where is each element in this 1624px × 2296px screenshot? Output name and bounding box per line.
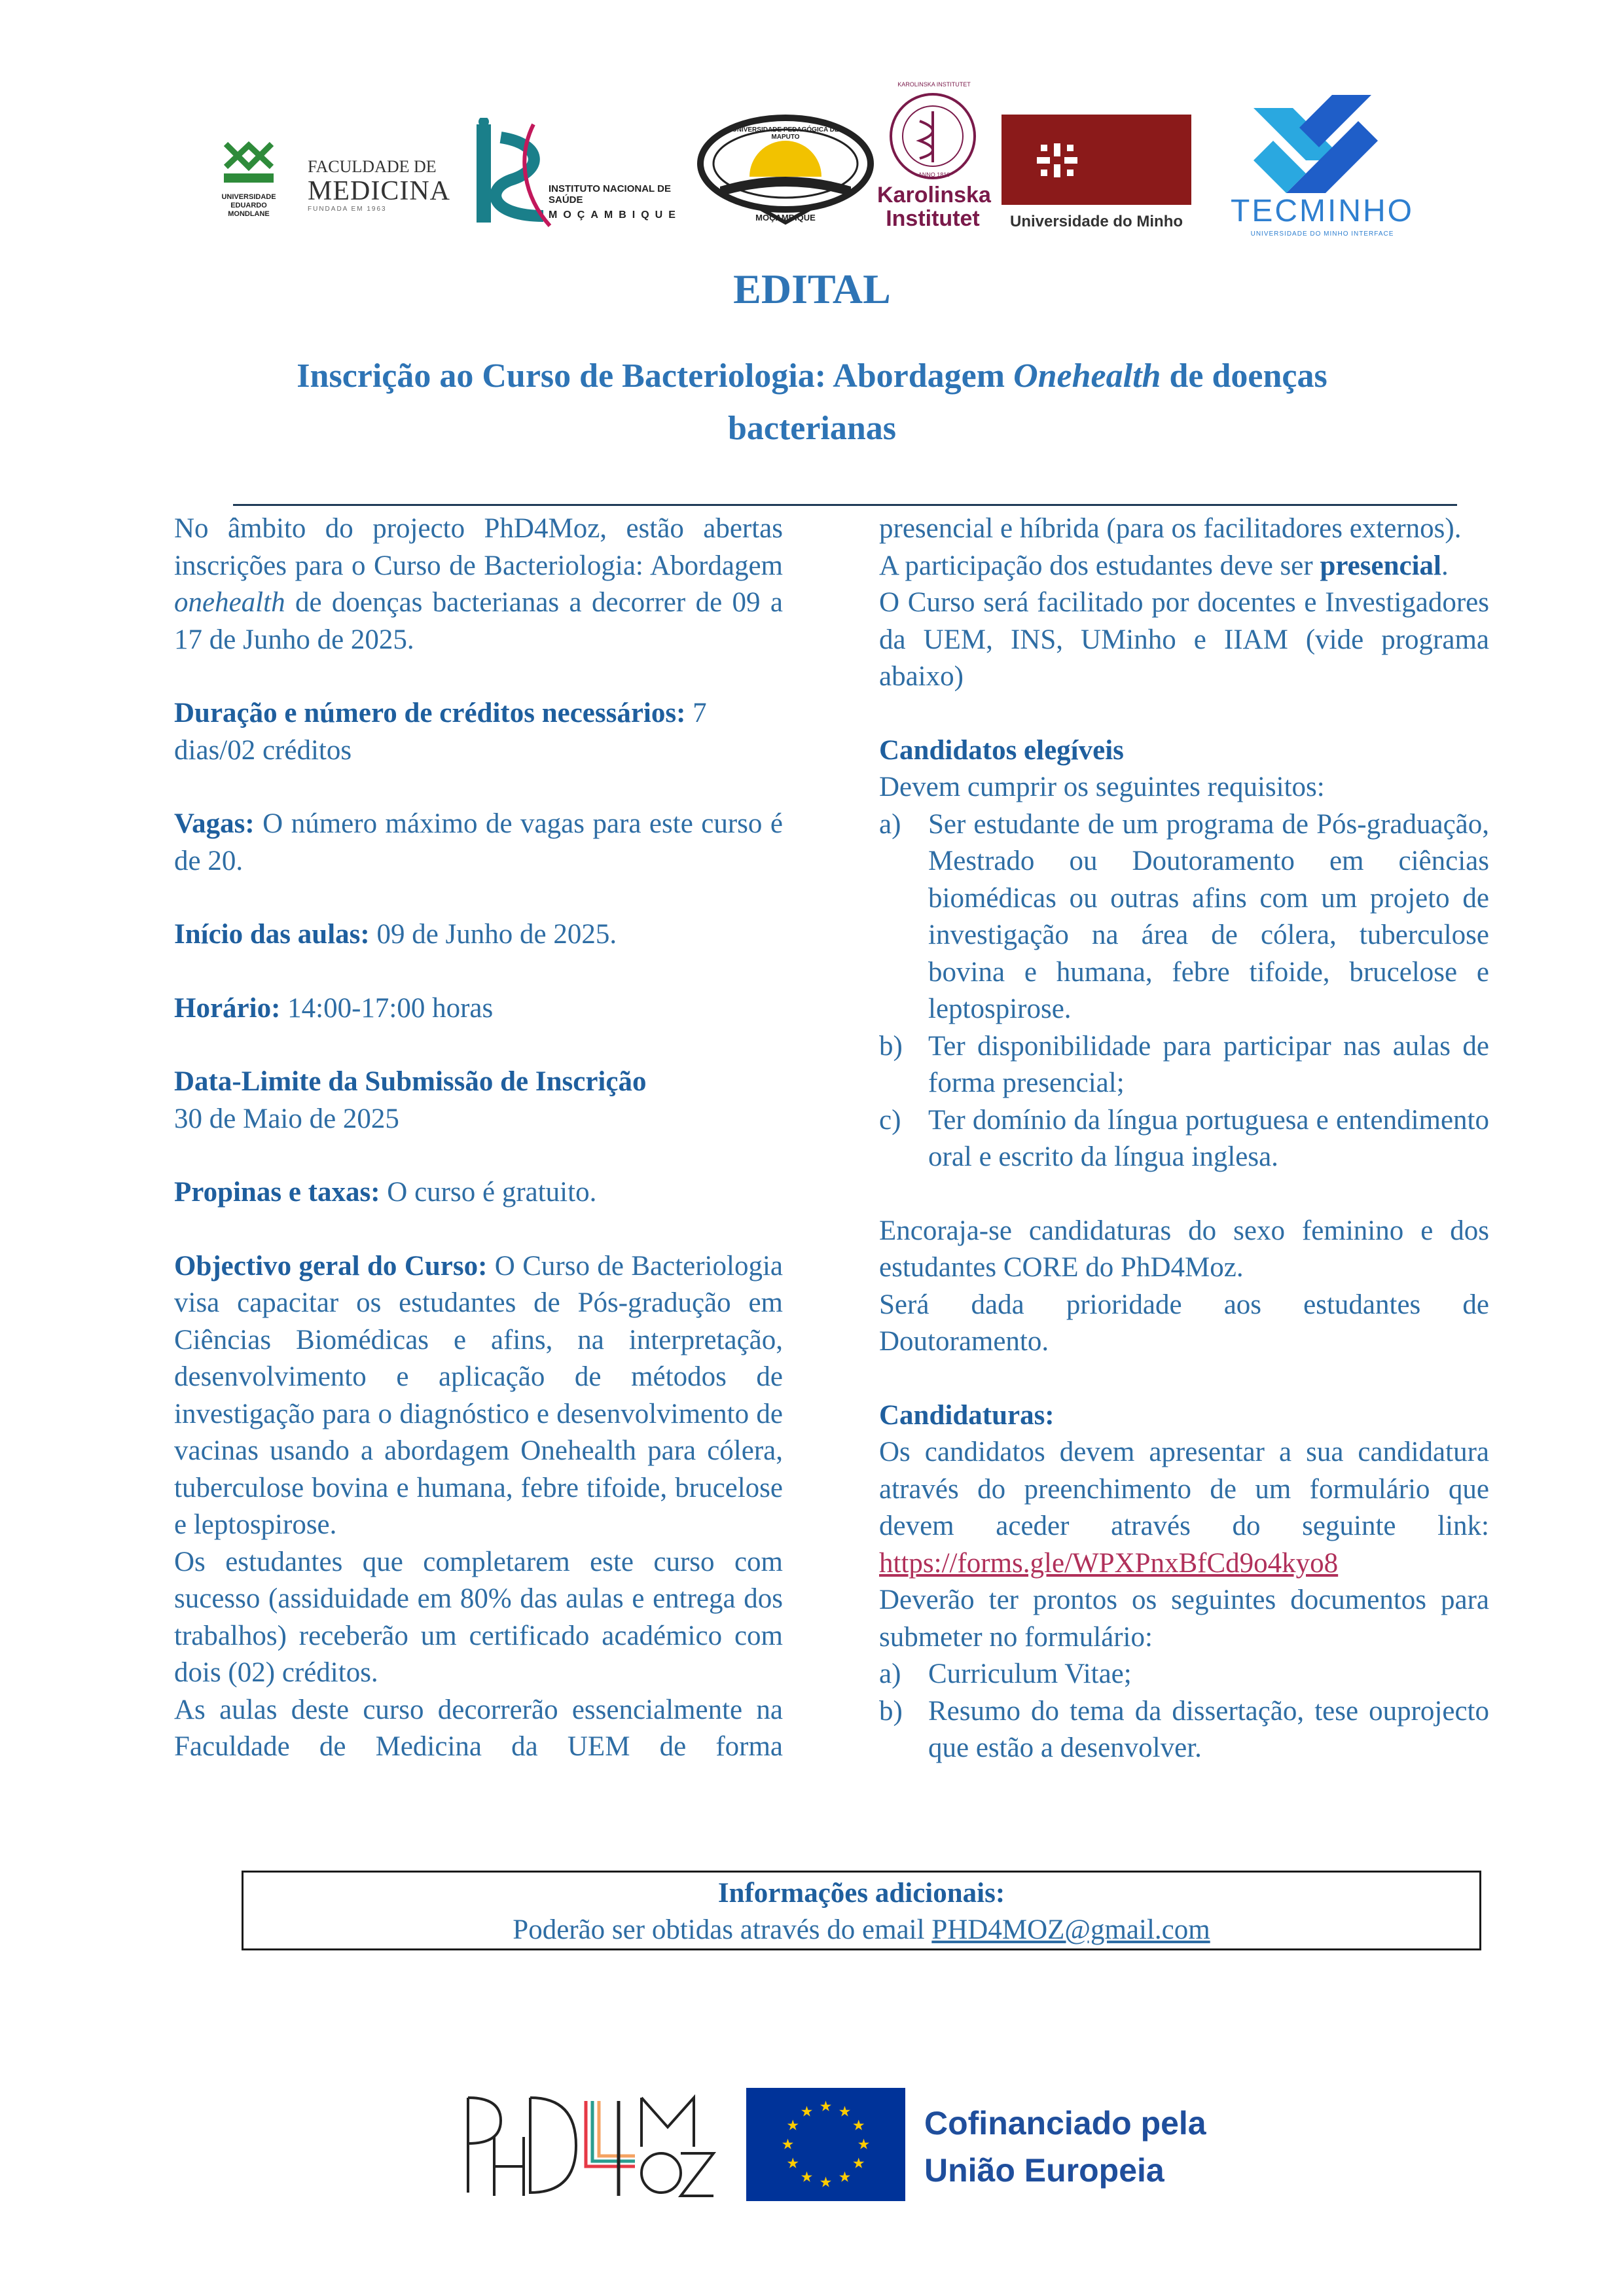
- fm-logo-line2: MEDICINA: [308, 176, 450, 206]
- objectivo-section: [174, 1248, 783, 1544]
- encoraja-paragraph: Encoraja-se candidaturas do sexo feminino e dos estudantes CORE do PhD4Moz.: [879, 1215, 1489, 1283]
- list-item: [879, 1656, 1489, 1693]
- info-box: [242, 1871, 1481, 1950]
- horario-value: 14:00-17:00 horas: [280, 992, 494, 1024]
- up-maputo-line2: MOÇAMBIQUE: [755, 213, 816, 223]
- duration-section: [174, 695, 783, 769]
- tecminho-logo: [1221, 95, 1424, 239]
- list-item: [879, 1693, 1489, 1767]
- participacao-text-b: .: [1441, 550, 1449, 581]
- uem-logo-line3: MONDLANE: [228, 210, 270, 218]
- vagas-value: O número máximo de vagas para este curso é de 20.: [174, 808, 783, 876]
- eu-star-icon: ★: [819, 2098, 833, 2115]
- phd4moz-logo: [458, 2088, 720, 2206]
- eu-star-icon: ★: [781, 2136, 795, 2153]
- course-title-before: Inscrição ao Curso de Bacteriologia: Abordagem: [297, 357, 1014, 395]
- uem-emblem-icon: [209, 137, 288, 190]
- eu-star-icon: ★: [800, 2168, 814, 2185]
- list-marker: a): [879, 808, 901, 840]
- deadline-value: 30 de Maio de 2025: [174, 1103, 399, 1134]
- tecminho-line1: TECMINHO: [1231, 194, 1414, 228]
- inicio-section: [174, 916, 783, 954]
- fm-logo-line3: FUNDADA EM 1963: [308, 206, 387, 213]
- karolinska-line2: Institutet: [886, 206, 980, 231]
- eu-stars-icon: [746, 2088, 905, 2201]
- karolinska-seal-text: KAROLINSKA INSTITUTET: [897, 81, 971, 88]
- page-title: EDITAL: [733, 266, 891, 312]
- candidaturas-paragraph: [879, 1434, 1489, 1582]
- list-marker: c): [879, 1104, 901, 1136]
- uminho-line1: Universidade do Minho: [1009, 213, 1183, 230]
- list-item: [879, 1028, 1489, 1102]
- eu-star-icon: ★: [786, 2155, 800, 2172]
- uem-logo-line1: UNIVERSIDADE: [221, 193, 276, 201]
- intro-text-a: No âmbito do projecto PhD4Moz, estão abertas inscrições para o Curso de Bacteriologia: Abordagem: [174, 513, 783, 581]
- course-title-after: de doenças bacterianas: [727, 357, 1327, 447]
- phd4moz-logo-icon: [458, 2088, 720, 2206]
- list-marker: b): [879, 1030, 903, 1062]
- intro-text-b: de doenças bacterianas a decorrer de 09 a 17 de Junho de 2025.: [174, 587, 783, 655]
- participacao-bold: presencial: [1320, 550, 1441, 581]
- eu-star-icon: ★: [786, 2117, 800, 2134]
- ins-logo-line1: INSTITUTO NACIONAL DE SAÚDE: [549, 183, 671, 206]
- form-link[interactable]: https://forms.gle/WPXPnxBfCd9o4kyo8: [879, 1547, 1339, 1579]
- certificado-paragraph: Os estudantes que completarem este curso com sucesso (assiduidade em 80% das aulas e entrega dos trabalhos) receberão um certificado académico com dois (02) créditos.: [174, 1546, 783, 1688]
- propinas-value: O curso é gratuito.: [380, 1177, 597, 1208]
- right-column: [879, 511, 1489, 1767]
- eu-flag: [746, 2088, 905, 2201]
- aulas-paragraph: As aulas deste curso decorrerão essencialmente na Faculdade de Medicina da UEM de forma: [174, 1694, 783, 1762]
- elegiveis-label: Candidatos elegíveis: [879, 734, 1124, 766]
- list-text: Ter disponibilidade para participar nas aulas de forma presencial;: [928, 1030, 1489, 1098]
- eu-star-icon: ★: [838, 2103, 852, 2120]
- list-text: Resumo do tema da dissertação, tese ouprojecto que estão a desenvolver.: [928, 1695, 1489, 1763]
- up-maputo-logo: [697, 115, 874, 229]
- eu-line1: Cofinanciado pela: [924, 2105, 1206, 2142]
- fm-logo-line1: FACULDADE DE: [308, 157, 437, 176]
- faculdade-medicina-logo: [308, 157, 458, 213]
- duration-label: Duração e número de créditos necessários:: [174, 698, 686, 728]
- inicio-value: 09 de Junho de 2025.: [369, 919, 617, 950]
- list-text: Ser estudante de um programa de Pós-graduação, Mestrado ou Doutoramento em ciências biomédicas ou outras afins com um projeto de investigação na área de cólera, tuberculose bovina e humana, febre tifoide, brucelose e leptospirose.: [928, 808, 1489, 1024]
- info-text-prefix: Poderão ser obtidas através do email: [513, 1914, 932, 1945]
- email-link[interactable]: PHD4MOZ@gmail.com: [931, 1914, 1210, 1945]
- vagas-label: Vagas:: [174, 808, 255, 839]
- list-marker: b): [879, 1695, 903, 1727]
- karolinska-seal-icon: [884, 92, 982, 183]
- prioridade-paragraph: Será dada prioridade aos estudantes de Doutoramento.: [879, 1289, 1489, 1357]
- list-text: Ter domínio da língua portuguesa e entendimento oral e escrito da língua inglesa.: [928, 1104, 1489, 1172]
- list-item: [879, 1102, 1489, 1176]
- karolinska-logo: [877, 81, 991, 236]
- eu-star-icon: ★: [857, 2136, 871, 2153]
- participacao-paragraph: [879, 548, 1489, 585]
- uem-logo: [209, 137, 288, 236]
- intro-text-italic: onehealth: [174, 587, 285, 618]
- aulas-continuation: presencial e híbrida (para os facilitadores externos).: [879, 513, 1462, 544]
- deadline-label: Data-Limite da Submissão de Inscrição: [174, 1066, 647, 1097]
- ins-logo: [471, 118, 687, 229]
- elegiveis-intro: Devem cumprir os seguintes requisitos:: [879, 772, 1325, 802]
- divider: [233, 504, 1457, 506]
- list-marker: a): [879, 1659, 901, 1689]
- eu-star-icon: ★: [819, 2174, 833, 2191]
- eu-star-icon: ★: [852, 2155, 865, 2172]
- vagas-section: [174, 806, 783, 880]
- candidaturas-text: Os candidatos devem apresentar a sua candidatura através do preenchimento de um formulário que devem aceder através do seguinte link:: [879, 1437, 1489, 1541]
- objectivo-value: O Curso de Bacteriologia visa capacitar os estudantes de Pós-gradução em Ciências Biomédicas e afins, na interpretação, desenvolvimento e aplicação de métodos de investigação para o diagnóstico e desenvolvimento de vacinas usando a abordagem Onehealth para cólera, tuberculose bovina e humana, febre tifoide, brucelose e leptospirose.: [174, 1250, 783, 1540]
- propinas-label: Propinas e taxas:: [174, 1177, 380, 1208]
- duration-value: 7 dias/02 créditos: [174, 698, 707, 766]
- intro-paragraph: [174, 511, 783, 658]
- course-title-italic: Onehealth: [1013, 357, 1161, 395]
- eu-star-icon: ★: [800, 2103, 814, 2120]
- eu-line2: União Europeia: [924, 2152, 1164, 2189]
- karolinska-seal-year: ANNO 1810: [918, 171, 950, 178]
- list-text: Curriculum Vitae;: [928, 1659, 1132, 1689]
- eu-star-icon: ★: [852, 2117, 865, 2134]
- eu-cofunding-text: [924, 2100, 1206, 2194]
- horario-label: Horário:: [174, 992, 281, 1024]
- karolinska-line1: Karolinska: [877, 183, 991, 207]
- ins-emblem-icon: [471, 118, 556, 229]
- info-label: Informações adicionais:: [717, 1878, 1005, 1909]
- objectivo-label: Objectivo geral do Curso:: [174, 1250, 488, 1282]
- footer: [458, 2088, 1244, 2206]
- facilitado-paragraph: O Curso será facilitado por docentes e Investigadores da UEM, INS, UMinho e IIAM (vide programa abaixo): [879, 587, 1489, 692]
- inicio-label: Início das aulas:: [174, 919, 370, 950]
- candidaturas-label: Candidaturas:: [879, 1399, 1055, 1431]
- tecminho-line2: UNIVERSIDADE DO MINHO INTERFACE: [1250, 230, 1394, 238]
- list-item: [879, 806, 1489, 1028]
- left-column: [174, 511, 783, 1766]
- documentos-intro: Deverão ter prontos os seguintes documentos para submeter no formulário:: [879, 1585, 1489, 1653]
- uminho-emblem-icon: [1021, 124, 1093, 196]
- header-logos: [209, 81, 1440, 242]
- eu-star-icon: ★: [838, 2168, 852, 2185]
- up-maputo-line1: UNIVERSIDADE PEDAGÓGICA DE MAPUTO: [732, 126, 839, 141]
- ins-logo-line2: MOÇAMBIQUE: [549, 209, 681, 221]
- info-text: [244, 1912, 1479, 1948]
- course-title: [216, 350, 1408, 455]
- tecminho-emblem-icon: [1247, 95, 1391, 193]
- participacao-text-a: A participação dos estudantes deve ser: [879, 550, 1320, 581]
- horario-section: [174, 990, 783, 1028]
- uem-logo-line2: EDUARDO: [230, 202, 267, 209]
- uminho-logo: [1001, 115, 1191, 232]
- propinas-section: [174, 1174, 783, 1211]
